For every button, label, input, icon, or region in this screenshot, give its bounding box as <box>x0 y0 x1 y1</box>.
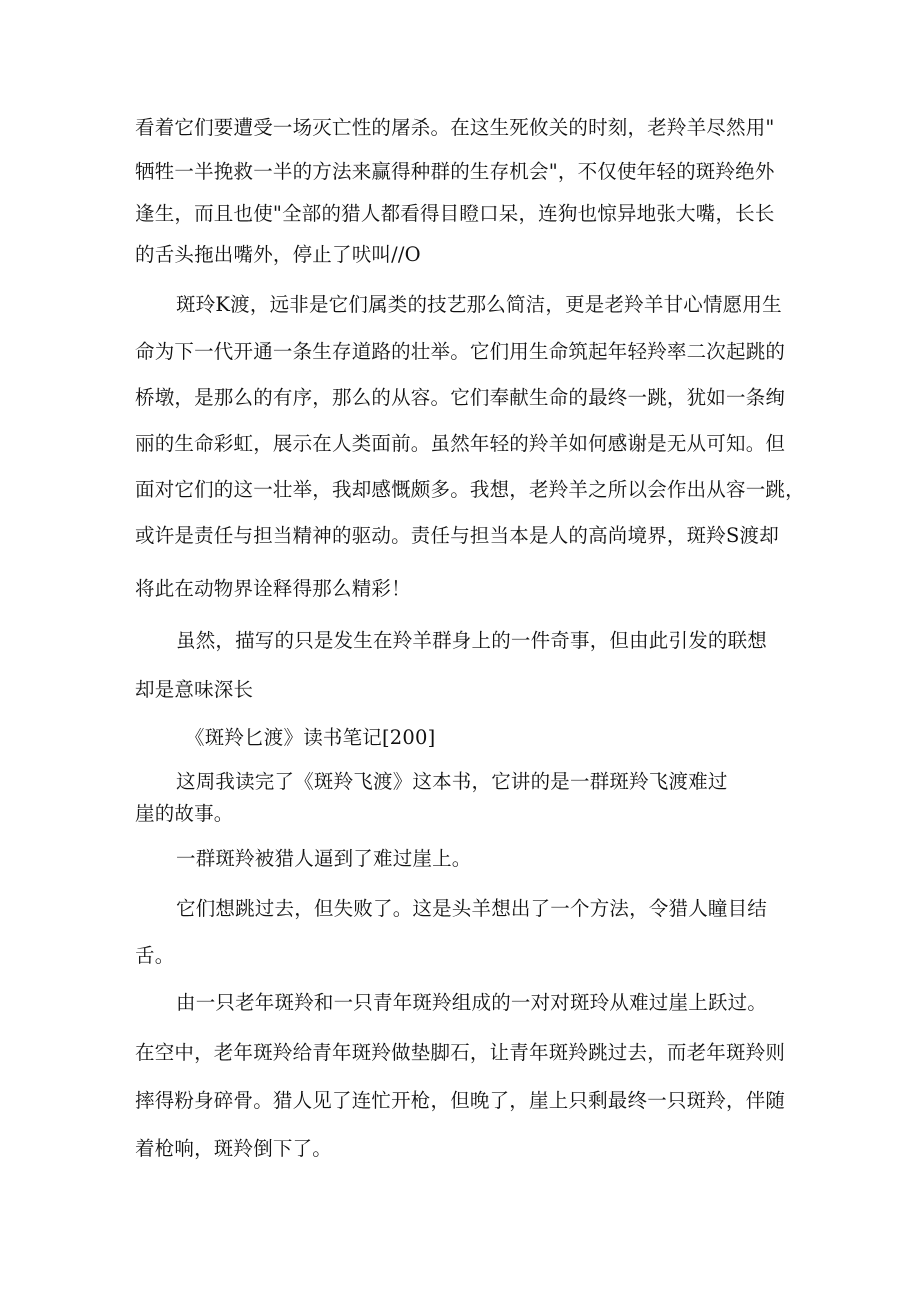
text-line: 在空中，老年斑羚给青年斑羚做垫脚石，让青年斑羚跳过去，而老年斑羚则 <box>135 1041 786 1064</box>
text-line: 面对它们的这一壮举，我却感慨颇多。我想，老羚羊之所以会作出从容一跳， <box>135 478 805 501</box>
text-line: 虽然，描写的只是发生在羚羊群身上的一件奇事，但由此引发的联想 <box>176 629 768 652</box>
text-line: 这周我读完了《斑羚飞渡》这本书，它讲的是一群斑羚飞渡难过 <box>176 770 728 793</box>
text-line: 桥墩，是那么的有序，那么的从容。它们奉献生命的最终一跳，犹如一条绚 <box>135 386 786 409</box>
text-line: 将此在动物界诠释得那么精彩！ <box>135 577 411 600</box>
text-line: 牺牲一半挽救一半的方法来赢得种群的生存机会"，不仅使年轻的斑羚绝外 <box>135 160 775 183</box>
text-line: 着枪响，斑羚倒下了。 <box>135 1137 333 1160</box>
text-line: 丽的生命彩虹，展示在人类面前。虽然年轻的羚羊如何感谢是无从可知。但 <box>135 432 786 455</box>
text-line: 它们想跳过去，但失败了。这是头羊想出了一个方法，令猎人瞳目结 <box>176 897 768 920</box>
text-line: 却是意味深长 <box>135 678 254 701</box>
text-line: 看着它们要遭受一场灭亡性的屠杀。在这生死攸关的时刻，老羚羊尽然用" <box>135 116 775 139</box>
text-line: 舌。 <box>135 944 175 967</box>
text-line: 摔得粉身碎骨。猎人见了连忙开枪，但晚了，崖上只剩最终一只斑羚，伴随 <box>135 1089 786 1112</box>
text-line: 的舌头拖出嘴外，停止了吠叫//O <box>135 243 421 266</box>
text-line: 一群斑羚被猎人逼到了难过崖上。 <box>176 847 472 870</box>
text-line: 或许是责任与担当精神的驱动。责任与担当本是人的高尚境界，斑羚S渡却 <box>135 524 779 547</box>
text-line: 由一只老年斑羚和一只青年斑羚组成的一对对斑玲从难过崖上跃过。 <box>176 991 768 1014</box>
text-line: 斑玲K渡，远非是它们属类的技艺那么简洁，更是老羚羊甘心情愿用生 <box>176 293 782 316</box>
text-line: 逢生，而且也使"全部的猎人都看得目瞪口呆，连狗也惊异地张大嘴，长长 <box>135 202 775 225</box>
section-heading: 《斑羚匕渡》读书笔记[200] <box>185 726 436 749</box>
text-line: 崖的故事。 <box>135 802 234 825</box>
text-line: 命为下一代开通一条生存道路的壮举。它们用生命筑起年轻羚率二次起跳的 <box>135 340 786 363</box>
